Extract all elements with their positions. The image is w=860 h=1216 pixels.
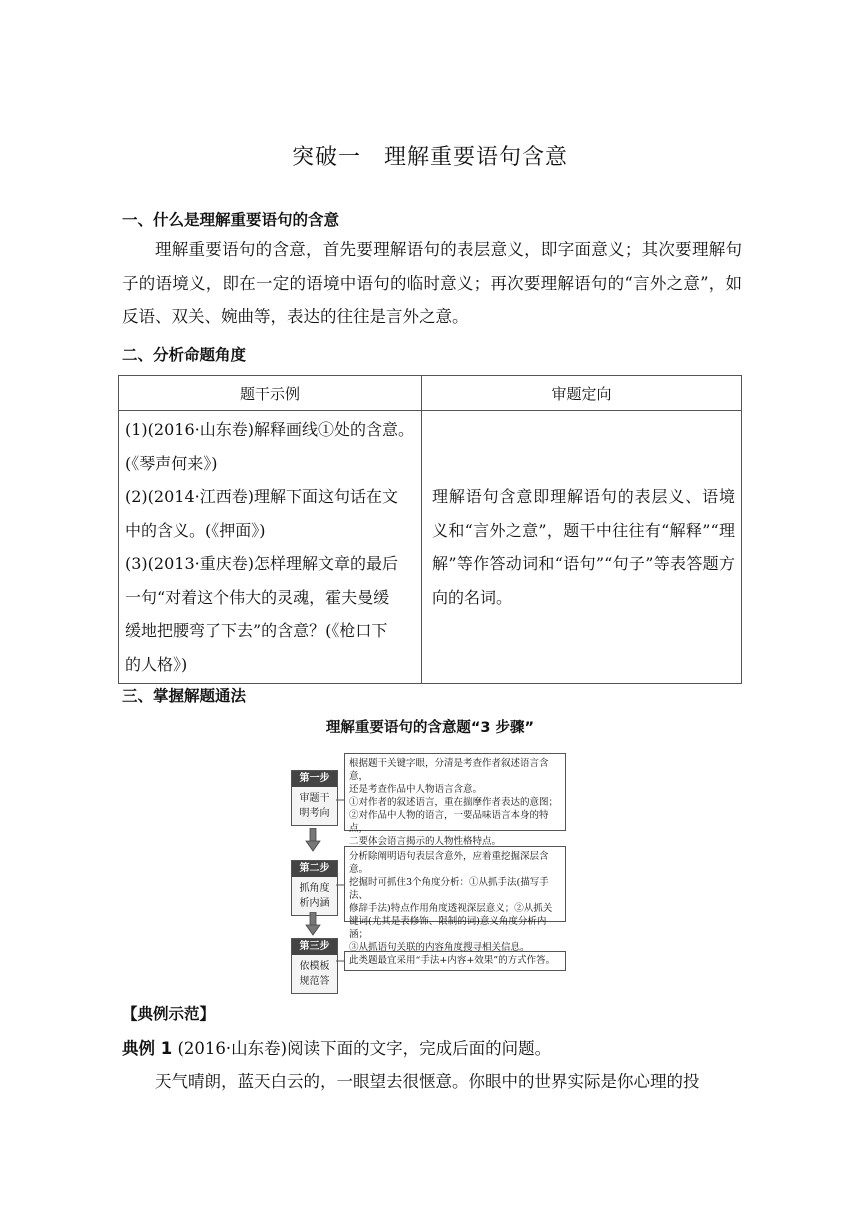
step3-name xyxy=(292,955,337,993)
example-line: 中的含义。(《押面》) xyxy=(125,520,266,540)
table-cell-direction: 理解语句含意即理解语句的表层义、语境义和“言外之意”，题干中往往有“解释”“理解”等作答动词和“语句”“句子”等表答题方向的名词。 xyxy=(422,411,742,684)
table-header-direction: 审题定向 xyxy=(422,376,742,411)
example-line: (3)(2013·重庆卷)怎样理解文章的最后 xyxy=(125,554,398,573)
example-intro xyxy=(122,1035,551,1059)
analysis-table xyxy=(118,375,742,684)
step1-label: 第一步 xyxy=(292,771,337,787)
step2-desc-line: 分析除阐明语句表层含意外，应着重挖掘深层含意。 xyxy=(349,851,549,875)
step2-name xyxy=(292,877,337,915)
example-bracket-label: 【典例示范】 xyxy=(122,1005,216,1023)
step3-label: 第三步 xyxy=(292,939,337,955)
example-line: 一句“对着这个伟大的灵魂，霍夫曼缓 xyxy=(125,587,390,607)
section1-text: 理解重要语句的含意，首先要理解语句的表层意义，即字面意义；其次要理解句子的语境义，即在一定的语境中语句的临时意义；再次要理解语句的“言外之意”，如反语、双关、婉曲等，表达的往往是言外之意。 xyxy=(122,240,742,326)
step2-desc-line: ③从抓语句关联的内容角度搜寻相关信息。 xyxy=(349,942,530,953)
step3-name-line: 规范答 xyxy=(299,976,330,987)
step3-desc-line: 此类题最宜采用“手法+内容+效果”的方式作答。 xyxy=(349,955,556,966)
step2-desc-line: 挖掘时可抓住3个角度分析：①从抓手法(描写手法、 xyxy=(349,877,549,901)
example-passage-first-line: 天气晴朗，蓝天白云的，一眼望去很惬意。你眼中的世界实际是你心理的投 xyxy=(155,1072,700,1091)
step2-box xyxy=(291,860,338,916)
section3-heading: 三、掌握解题通法 xyxy=(122,687,247,705)
step1-desc-line: 二要体会语言揭示的人物性格特点。 xyxy=(349,836,502,847)
example-source: (2016·山东卷)阅读下面的文字，完成后面的问题。 xyxy=(172,1039,552,1058)
step1-desc-line: 还是考查作品中人物语言含意。 xyxy=(349,784,483,795)
step2-desc-line: 键词(尤其是表修饰、限制的词)意义角度分析内涵； xyxy=(349,916,547,940)
section1-paragraph xyxy=(122,233,742,334)
down-arrow-icon xyxy=(305,828,321,852)
step3-description xyxy=(344,951,566,971)
step1-box xyxy=(291,770,338,826)
example-line: (1)(2016·山东卷)解释画线①处的含意。 xyxy=(125,420,414,439)
step1-desc-line: 根据题干关键字眼，分清是考查作者叙述语言含意， xyxy=(349,758,549,782)
step2-label: 第二步 xyxy=(292,861,337,877)
example-line: (2)(2014·江西卷)理解下面这句话在文 xyxy=(125,487,398,506)
step1-desc-line: ②对作品中人物的语言，一要品味语言本身的特点， xyxy=(349,810,549,834)
example-line: 缓地把腰弯了下去”的含意？(《枪口下 xyxy=(125,621,388,640)
section1-heading: 一、什么是理解重要语句的含意 xyxy=(122,211,340,229)
table-header-example: 题干示例 xyxy=(119,376,422,411)
down-arrow-icon xyxy=(305,912,321,936)
step1-name-line: 审题干 xyxy=(299,793,330,804)
step1-desc-line: ①对作者的叙述语言，重在揣摩作者表达的意图； xyxy=(349,797,559,808)
step2-description xyxy=(344,846,566,953)
example-line: 的人格》) xyxy=(125,654,188,674)
example-line: (《琴声何来》) xyxy=(125,453,218,473)
step3-box xyxy=(291,938,338,994)
step1-name-line: 明考向 xyxy=(299,808,330,819)
step1-description xyxy=(344,753,566,847)
connector-lines xyxy=(336,750,346,980)
step1-name xyxy=(292,787,337,825)
example-label: 典例 1 xyxy=(122,1039,173,1058)
diagram-title: 理解重要语句的含意题“3 步骤” xyxy=(325,720,535,736)
step2-name-line: 析内涵 xyxy=(299,898,330,909)
step3-name-line: 依模板 xyxy=(299,961,330,972)
table-header-row xyxy=(119,376,742,411)
step2-name-line: 抓角度 xyxy=(299,883,330,894)
table-row xyxy=(119,411,742,684)
section2-heading: 二、分析命题角度 xyxy=(122,346,247,364)
step2-desc-line: 修辞手法)特点作用角度透视深层意义；②从抓关 xyxy=(349,903,553,914)
page-title: 突破一 理解重要语句含意 xyxy=(291,145,568,170)
table-cell-examples xyxy=(119,411,422,684)
